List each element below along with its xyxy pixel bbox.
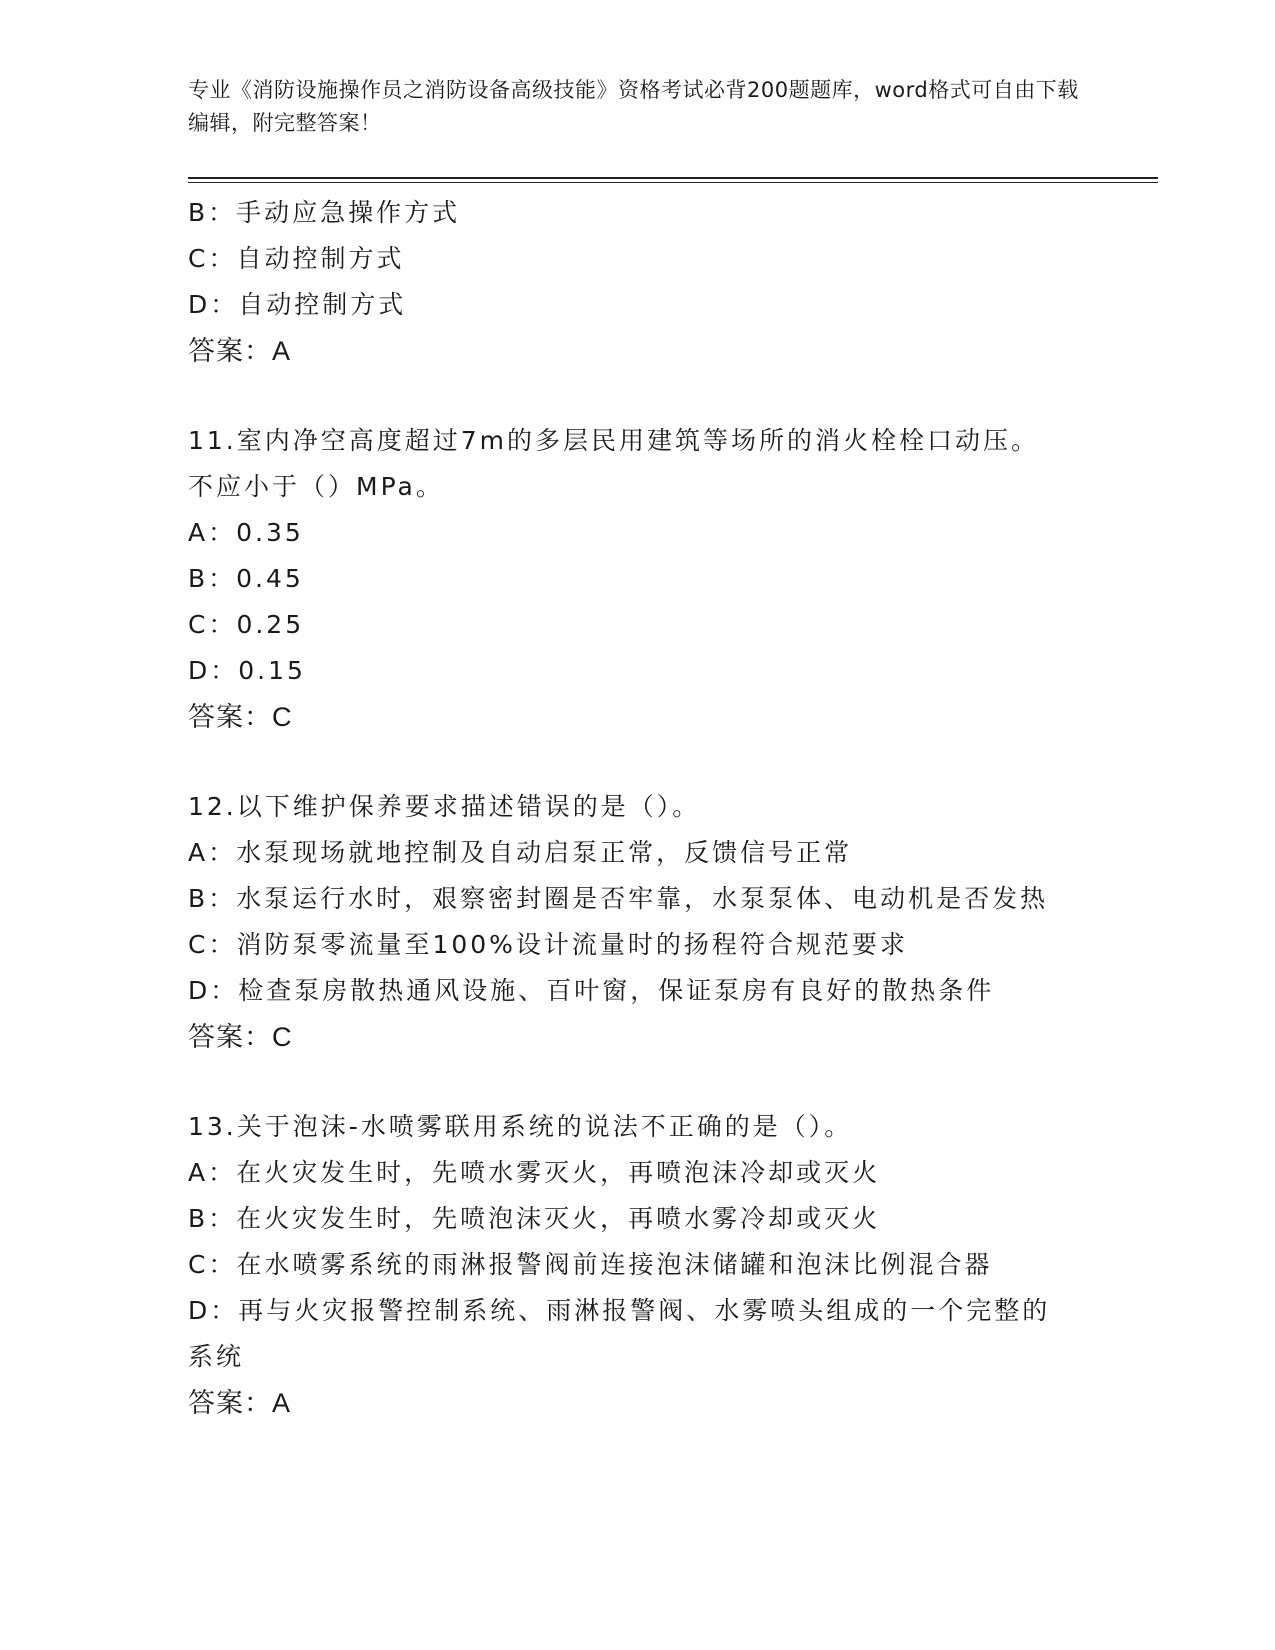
- option-d: D：再与火灾报警控制系统、雨淋报警阀、水雾喷头组成的一个完整的: [188, 1296, 1051, 1325]
- option-c: C：在水喷雾系统的雨淋报警阀前连接泡沫储罐和泡沫比例混合器: [188, 1250, 993, 1279]
- option-d: D：0.15: [188, 656, 306, 685]
- spacer: [188, 1060, 1088, 1104]
- question-stem: 13.关于泡沫-水喷雾联用系统的说法不正确的是（）。: [188, 1112, 853, 1141]
- header-divider-thin: [188, 182, 1158, 183]
- question-10-continued: [188, 190, 1088, 374]
- question-13: [188, 1104, 1088, 1426]
- option-c: C：0.25: [188, 610, 305, 639]
- option-b: B：0.45: [188, 564, 304, 593]
- option-b: B：手动应急操作方式: [188, 198, 461, 227]
- spacer: [188, 740, 1088, 784]
- option-a: A：0.35: [188, 518, 304, 547]
- answer: 答案：A: [188, 1388, 292, 1418]
- header-divider-thick: [188, 177, 1158, 179]
- question-stem: 11.室内净空高度超过7m的多层民用建筑等场所的消火栓栓口动压。: [188, 426, 1040, 455]
- option-a: A：水泵现场就地控制及自动启泵正常，反馈信号正常: [188, 838, 853, 867]
- option-b: B：水泵运行水时，艰察密封圈是否牢靠，水泵泵体、电动机是否发热: [188, 884, 1049, 913]
- option-b: B：在火灾发生时，先喷泡沫灭火，再喷水雾冷却或灭火: [188, 1204, 881, 1233]
- answer: 答案：C: [188, 1022, 293, 1052]
- question-stem: 12.以下维护保养要求描述错误的是（）。: [188, 792, 701, 821]
- question-11: [188, 418, 1088, 740]
- document-header: [188, 74, 1088, 140]
- question-stem-continued: 不应小于（）MPa。: [188, 472, 444, 501]
- header-text: 专业《消防设施操作员之消防设备高级技能》资格考试必背200题题库，word格式可自由下载编辑，附完整答案！: [188, 78, 1079, 135]
- option-d: D：自动控制方式: [188, 290, 407, 319]
- question-12: [188, 784, 1088, 1060]
- answer: 答案：C: [188, 702, 293, 732]
- spacer: [188, 374, 1088, 418]
- document-body: [188, 190, 1088, 1426]
- option-a: A：在火灾发生时，先喷水雾灭火，再喷泡沫冷却或灭火: [188, 1158, 881, 1187]
- answer: 答案：A: [188, 336, 292, 366]
- option-c: C：消防泵零流量至100%设计流量时的扬程符合规范要求: [188, 930, 908, 959]
- option-d: D：检查泵房散热通风设施、百叶窗，保证泵房有良好的散热条件: [188, 976, 995, 1005]
- option-c: C：自动控制方式: [188, 244, 405, 273]
- option-d-continued: 系统: [188, 1342, 245, 1371]
